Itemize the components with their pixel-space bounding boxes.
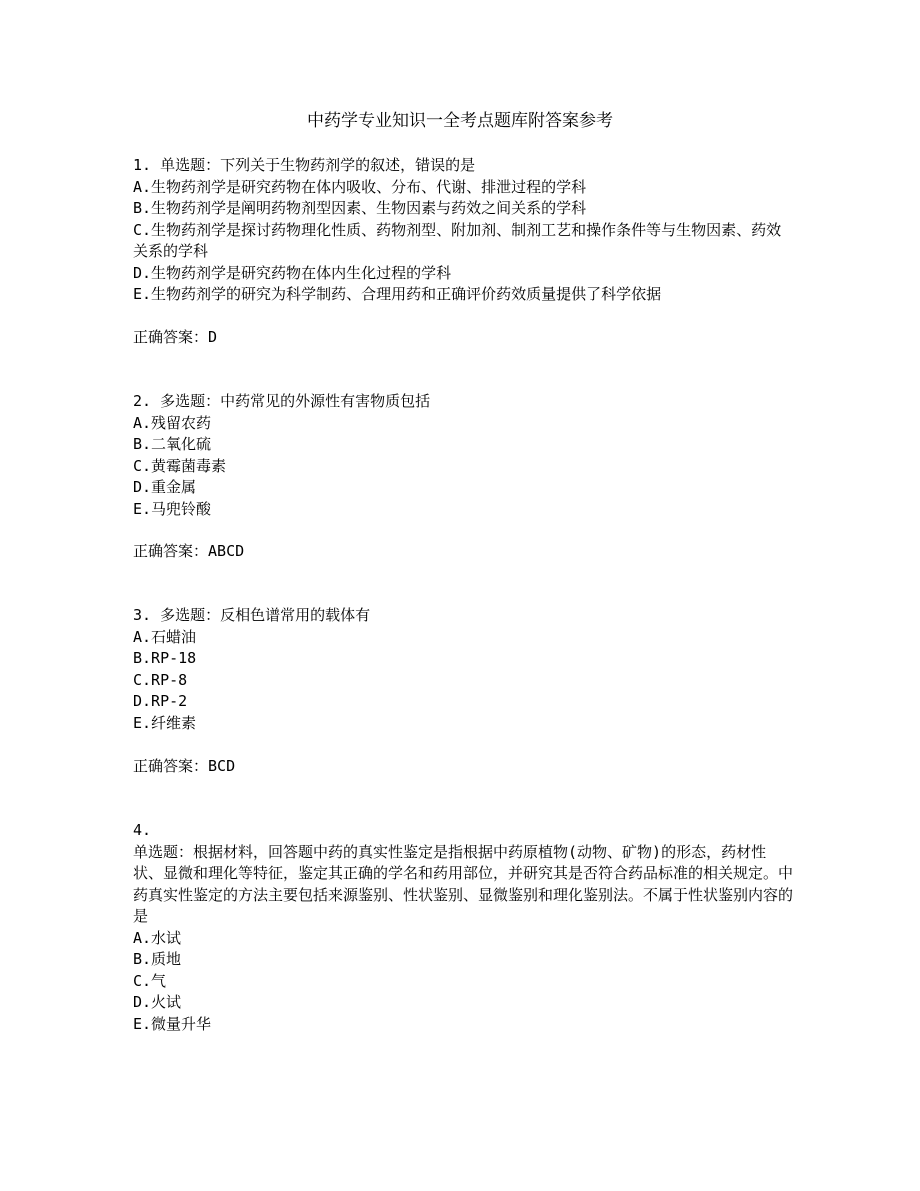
question-3 (133, 605, 793, 734)
answer-1 (133, 327, 217, 349)
answer-label: 正确答案： (133, 757, 209, 775)
answer-value: ABCD (208, 542, 245, 560)
option-a: A.水试 (133, 928, 182, 947)
option-a: A.残留农药 (133, 413, 212, 432)
option-d: D.重金属 (133, 478, 197, 496)
question-stem: 1. 单选题：下列关于生物药剂学的叙述，错误的是 (133, 156, 476, 174)
question-stem: 3. 多选题：反相色谱常用的载体有 (133, 606, 371, 624)
option-e: E.马兜铃酸 (133, 499, 212, 518)
option-c: C.生物药剂学是探讨药物理化性质、药物剂型、附加剂、制剂工艺和操作条件等与生物因素、药效关系的学科 (133, 220, 782, 260)
question-number: 4. (133, 821, 152, 839)
answer-2 (133, 541, 244, 563)
option-c: C.气 (133, 971, 167, 990)
answer-label: 正确答案： (133, 328, 209, 346)
question-stem: 单选题：根据材料，回答题中药的真实性鉴定是指根据中药原植物(动物、矿物)的形态，药材性状、显微和理化等特征，鉴定其正确的学名和药用部位，并研究其是否符合药品标准的相关规定。中药真实性鉴定的方法主要包括来源鉴别、性状鉴别、显微鉴别和理化鉴别法。不属于性状鉴别内容的是 (133, 842, 794, 925)
option-a: A.石蜡油 (133, 627, 197, 646)
option-c: C.黄霉菌毒素 (133, 456, 227, 475)
option-e: E.微量升华 (133, 1014, 212, 1033)
option-d: D.RP-2 (133, 692, 188, 710)
option-c: C.RP-8 (133, 670, 188, 689)
option-d: D.生物药剂学是研究药物在体内生化过程的学科 (133, 263, 452, 282)
answer-value: BCD (208, 757, 236, 775)
document-title: 中药学专业知识一全考点题库附答案参考 (307, 111, 613, 131)
question-2 (133, 391, 793, 520)
option-b: B.RP-18 (133, 649, 197, 667)
answer-value: D (208, 328, 218, 346)
option-b: B.二氧化硫 (133, 435, 212, 453)
option-e: E.生物药剂学的研究为科学制药、合理用药和正确评价药效质量提供了科学依据 (133, 285, 662, 303)
option-b: B.生物药剂学是阐明药物剂型因素、生物因素与药效之间关系的学科 (133, 199, 587, 217)
option-e: E.纤维素 (133, 713, 197, 732)
option-d: D.火试 (133, 993, 182, 1011)
option-a: A.生物药剂学是研究药物在体内吸收、分布、代谢、排泄过程的学科 (133, 177, 587, 196)
answer-3 (133, 756, 235, 778)
question-4 (133, 820, 793, 1035)
answer-label: 正确答案： (133, 542, 209, 560)
option-b: B.质地 (133, 950, 182, 968)
question-stem: 2. 多选题：中药常见的外源性有害物质包括 (133, 392, 431, 410)
question-1 (133, 155, 793, 306)
